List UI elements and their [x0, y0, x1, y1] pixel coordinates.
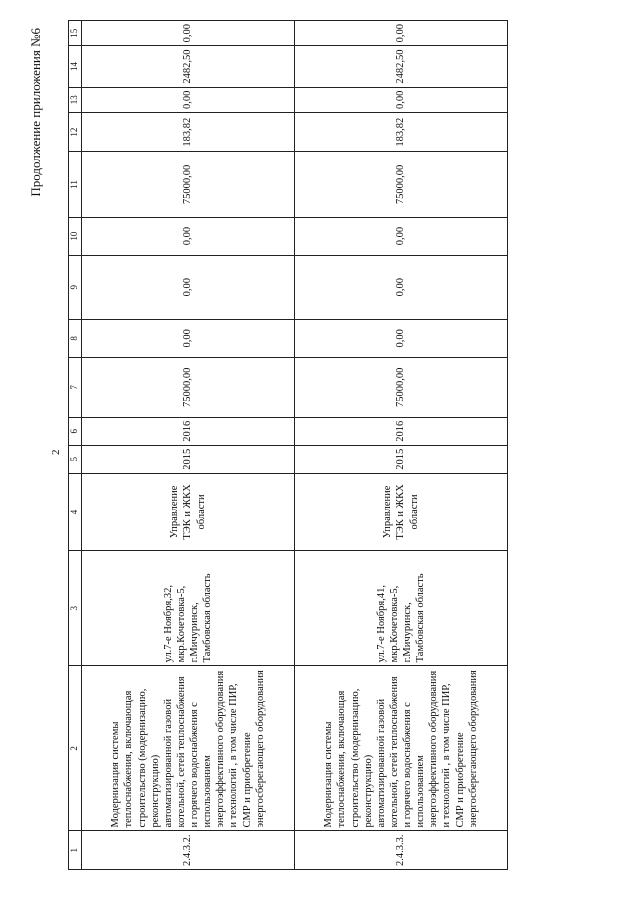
cell-col11: 75000,00 — [82, 152, 295, 217]
column-header: 9 — [69, 255, 82, 319]
cell-col13: 0,00 — [82, 87, 295, 112]
cell-col15: 0,00 — [82, 21, 295, 46]
column-header: 1 — [69, 831, 82, 870]
measure-description-text: Модернизация системы теплоснабжения, включающая строительство (модернизацию, реконструкцию) автоматизированной газовой котельной, сетей теплоснабжения и горячего водоснабжения с использованием энергоэффективного оборудования и технологий , в том числе ПИР, СМР и приобретение энергосберегающего оборудования — [110, 670, 266, 828]
cell-col11: 75000,00 — [295, 152, 508, 217]
column-header: 5 — [69, 445, 82, 473]
end-year: 2016 — [295, 417, 508, 445]
cell-col8: 0,00 — [295, 319, 508, 357]
page-number: 2 — [50, 449, 62, 455]
end-year: 2016 — [82, 417, 295, 445]
program-table — [68, 20, 508, 870]
responsible-executor: Управление ТЭК и ЖКХ области — [295, 473, 508, 550]
column-header: 12 — [69, 112, 82, 151]
cell-col13: 0,00 — [295, 87, 508, 112]
cell-col9: 0,00 — [82, 255, 295, 319]
row-number: 2.4.3.2. — [82, 831, 295, 870]
object-address: ул.7-е Ноября,41, мкр.Кочетовка-5, г.Мичуринск, Тамбовская область — [295, 551, 508, 666]
start-year: 2015 — [82, 445, 295, 473]
cell-col15: 0,00 — [295, 21, 508, 46]
column-header: 6 — [69, 417, 82, 445]
cell-col12: 183,82 — [82, 112, 295, 151]
column-header: 10 — [69, 217, 82, 255]
column-header: 15 — [69, 21, 82, 46]
cell-col14: 2482,50 — [295, 46, 508, 87]
column-header: 11 — [69, 152, 82, 217]
cell-col14: 2482,50 — [82, 46, 295, 87]
column-header: 4 — [69, 473, 82, 550]
cell-col7: 75000,00 — [295, 357, 508, 417]
cell-col9: 0,00 — [295, 255, 508, 319]
object-address: ул.7-е Ноября,32, мкр.Кочетовка-5, г.Мичуринск, Тамбовская область — [82, 551, 295, 666]
cell-col10: 0,00 — [82, 217, 295, 255]
table-row — [295, 21, 508, 870]
measure-description-text: Модернизация системы теплоснабжения, включающая строительство (модернизацию, реконструкцию) автоматизированной газовой котельной, сетей теплоснабжения и горячего водоснабжения с использованием энергоэффективного оборудования и технологий , в том числе ПИР, СМР и приобретение энергосберегающего оборудования — [323, 670, 479, 828]
column-header: 3 — [69, 551, 82, 666]
landscape-sheet — [20, 20, 580, 880]
table-row — [82, 21, 295, 870]
cell-col10: 0,00 — [295, 217, 508, 255]
measure-description — [295, 666, 508, 831]
column-number-row — [69, 21, 82, 870]
column-header: 7 — [69, 357, 82, 417]
column-header: 8 — [69, 319, 82, 357]
measure-description — [82, 666, 295, 831]
column-header: 2 — [69, 666, 82, 831]
cell-col7: 75000,00 — [82, 357, 295, 417]
appendix-continuation-title: Продолжение приложения №6 — [28, 28, 43, 197]
responsible-executor: Управление ТЭК и ЖКХ области — [82, 473, 295, 550]
start-year: 2015 — [295, 445, 508, 473]
row-number: 2.4.3.3. — [295, 831, 508, 870]
cell-col12: 183,82 — [295, 112, 508, 151]
cell-col8: 0,00 — [82, 319, 295, 357]
column-header: 14 — [69, 46, 82, 87]
column-header: 13 — [69, 87, 82, 112]
